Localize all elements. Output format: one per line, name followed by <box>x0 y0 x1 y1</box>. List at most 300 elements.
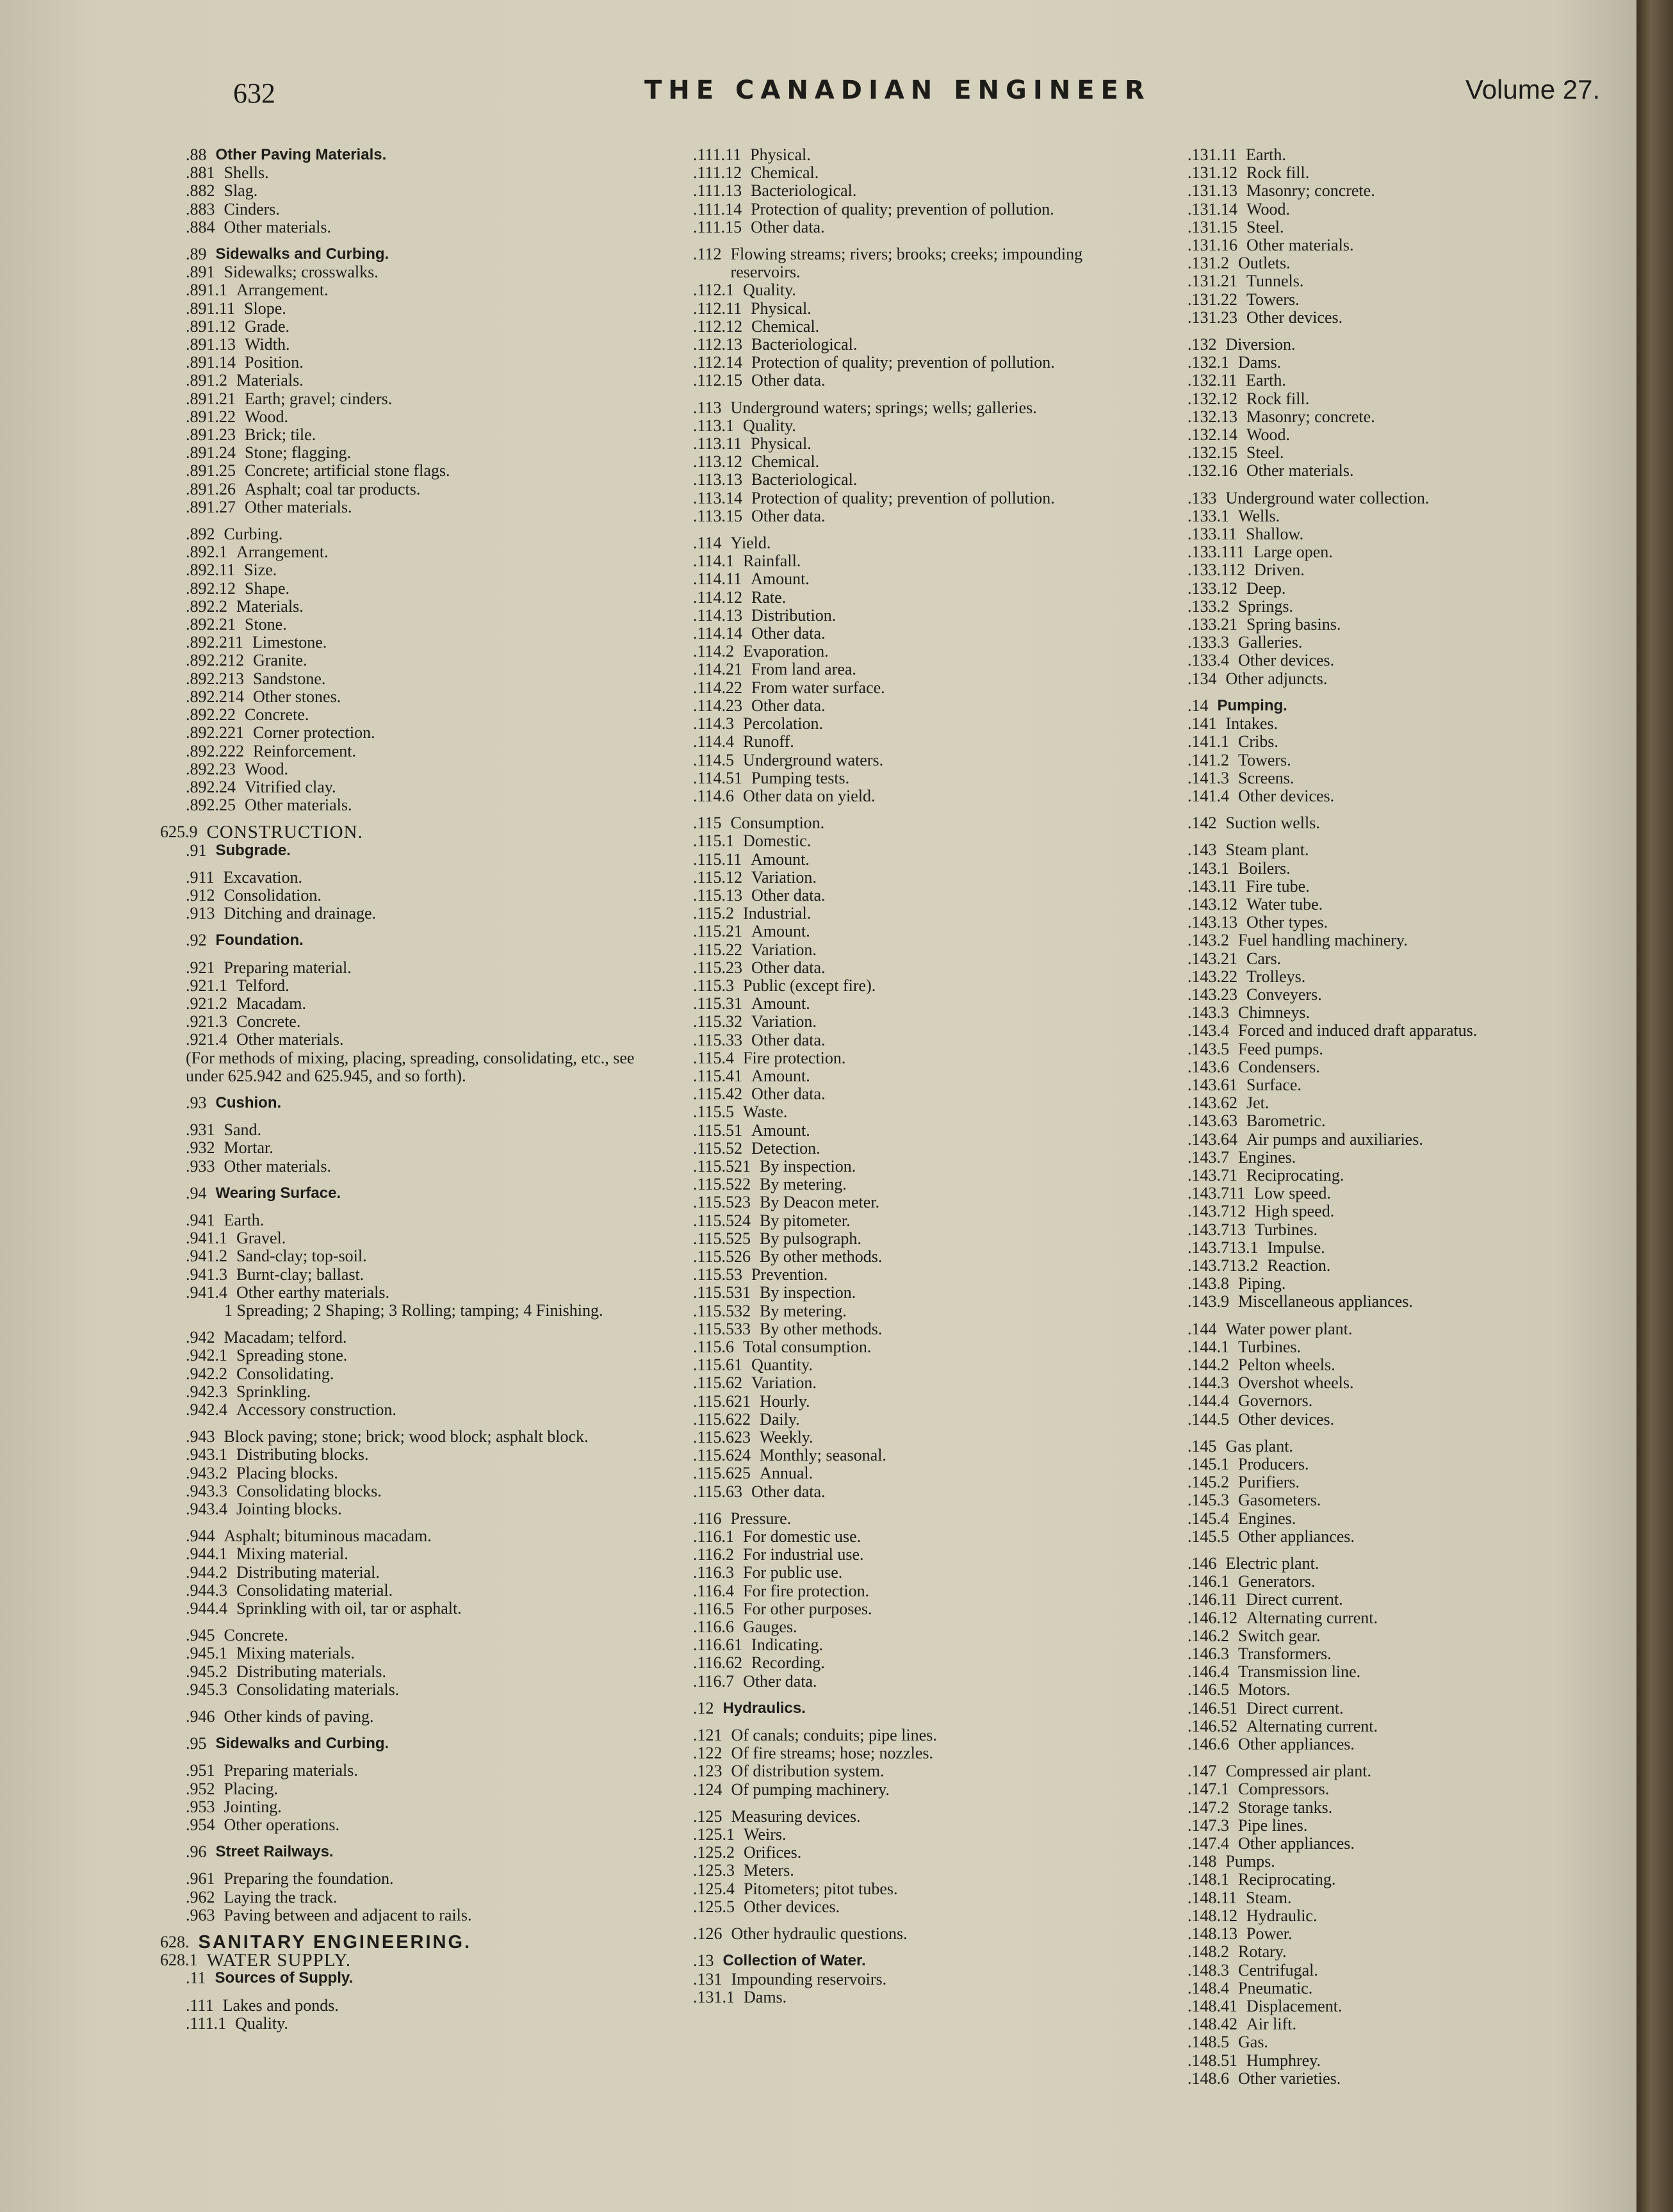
entry-label: Placing blocks. <box>236 1463 338 1482</box>
entry-code: .126 <box>693 1924 722 1944</box>
classification-entry <box>693 1898 1141 1916</box>
entry-code: .892.23 <box>186 759 236 778</box>
entry-label: Other devices. <box>1238 651 1335 670</box>
entry-code: .114 <box>693 534 722 553</box>
entry-label: Weirs. <box>744 1825 787 1844</box>
entry-label: Other types. <box>1246 913 1328 932</box>
entry-label: Other materials. <box>236 1030 344 1049</box>
entry-code: .892.12 <box>186 578 236 598</box>
entry-code: .143.712 <box>1187 1202 1246 1221</box>
entry-label: Other devices. <box>1238 1409 1335 1429</box>
classification-entry <box>1187 1058 1636 1076</box>
section-heading <box>186 1843 653 1861</box>
entry-code: .115.623 <box>693 1428 751 1447</box>
entry-code: .116.5 <box>693 1599 735 1618</box>
entry-label: Other data. <box>751 696 826 715</box>
entry-label: Other materials. <box>224 217 331 236</box>
classification-entry <box>1187 1907 1636 1925</box>
entry-label: Macadam. <box>236 994 307 1013</box>
entry-label: Public (except fire). <box>743 976 876 995</box>
entry-label: Towers. <box>1246 290 1300 309</box>
entry-code: .115.526 <box>693 1247 751 1266</box>
entry-label: Pressure. <box>730 1509 792 1528</box>
entry-label: Barometric. <box>1246 1111 1326 1131</box>
classification-entry <box>693 733 1141 751</box>
entry-label: Air lift. <box>1246 2015 1296 2034</box>
classification-entry <box>186 525 653 543</box>
entry-code: .114.23 <box>693 696 743 715</box>
classification-entry <box>1187 1239 1636 1257</box>
entry-code: .113.11 <box>693 434 742 454</box>
entry-label: Collection of Water. <box>722 1952 866 1970</box>
entry-label: Power. <box>1246 1924 1293 1944</box>
classification-entry <box>1187 814 1636 832</box>
section-heading <box>186 1094 653 1112</box>
entry-code: .114.13 <box>693 605 743 625</box>
classification-entry <box>186 1906 653 1924</box>
entry-label: Cinders. <box>224 199 280 218</box>
classification-entry <box>693 607 1141 625</box>
entry-label: Steel. <box>1246 443 1284 463</box>
classification-entry <box>693 281 1141 299</box>
entry-code: .941.1 <box>186 1229 227 1248</box>
entry-code: .892.211 <box>186 633 244 652</box>
classification-entry <box>1187 236 1636 254</box>
entry-code: .945.3 <box>186 1680 227 1699</box>
entry-label: Sprinkling. <box>236 1382 311 1401</box>
classification-entry <box>1187 616 1636 634</box>
entry-label: Amount. <box>751 849 810 869</box>
entry-label: Of pumping machinery. <box>731 1780 890 1799</box>
entry-label: Recording. <box>751 1653 825 1673</box>
entry-code: .148 <box>1187 1852 1217 1871</box>
classification-entry <box>1187 1780 1636 1798</box>
classification-entry <box>693 1762 1141 1780</box>
entry-label: Industrial. <box>743 904 812 923</box>
entry-label: Wood. <box>245 759 288 778</box>
entry-label: Slag. <box>224 181 258 201</box>
entry-code: .148.6 <box>1187 2069 1229 2088</box>
entry-code: .112.14 <box>693 353 743 372</box>
classification-entry <box>1187 272 1636 290</box>
entry-code: .146.5 <box>1187 1680 1229 1700</box>
entry-label: Quality. <box>743 416 796 435</box>
entry-code: .115.625 <box>693 1464 751 1483</box>
entry-code: .114.4 <box>693 732 735 751</box>
entry-label: Other kinds of paving. <box>224 1707 374 1726</box>
classification-entry <box>693 471 1141 489</box>
entry-code: .891 <box>186 263 215 282</box>
entry-label: Gravel. <box>236 1229 286 1248</box>
entry-code: .114.22 <box>693 678 743 697</box>
entry-label: Weekly. <box>760 1428 813 1447</box>
classification-entry <box>693 1411 1141 1429</box>
classification-entry <box>693 1636 1141 1654</box>
entry-code: .131.16 <box>1187 236 1237 255</box>
classification-entry <box>693 1338 1141 1356</box>
entry-label: Other data. <box>751 624 826 643</box>
entry-code: .145.4 <box>1187 1509 1229 1528</box>
classification-entry <box>693 832 1141 850</box>
classification-entry <box>186 742 653 760</box>
classification-entry <box>1187 1338 1636 1356</box>
entry-label: Slope. <box>244 299 286 318</box>
entry-label: Boilers. <box>1238 858 1291 878</box>
entry-code: .946 <box>186 1707 215 1726</box>
entry-label: Cribs. <box>1238 732 1278 751</box>
entry-code: .141.2 <box>1187 750 1229 769</box>
entry-code: .115.12 <box>693 867 743 887</box>
entry-label: Gas. <box>1238 2033 1268 2052</box>
entry-code: .941.4 <box>186 1282 227 1302</box>
classification-entry <box>1187 1962 1636 1979</box>
entry-label: Bacteriological. <box>751 470 858 489</box>
entry-code: .92 <box>186 931 207 950</box>
entry-label: Pumps. <box>1225 1852 1275 1871</box>
classification-entry <box>1187 651 1636 669</box>
classification-entry <box>186 1582 653 1600</box>
classification-entry <box>186 561 653 579</box>
entry-label: Macadam; telford. <box>224 1328 347 1347</box>
entry-label: Materials. <box>236 371 304 390</box>
entry-code: .115.1 <box>693 832 735 851</box>
entry-code: .111.15 <box>693 217 742 236</box>
entry-label: Masonry; concrete. <box>1246 181 1375 201</box>
classification-entry <box>186 1464 653 1482</box>
entry-code: .962 <box>186 1887 215 1906</box>
entry-code: .115.532 <box>693 1301 751 1320</box>
classification-entry <box>186 300 653 318</box>
classification-entry <box>693 887 1141 905</box>
entry-label: Stone. <box>245 615 287 634</box>
classification-entry <box>693 399 1141 417</box>
entry-code: .116.2 <box>693 1545 735 1564</box>
entry-code: .148.5 <box>1187 2033 1229 2052</box>
classification-entry <box>693 1618 1141 1636</box>
entry-label: Gasometers. <box>1238 1491 1321 1510</box>
classification-entry <box>186 2015 653 2033</box>
entry-code: .115.622 <box>693 1409 751 1429</box>
classification-entry <box>1187 182 1636 200</box>
classification-entry <box>1187 715 1636 733</box>
classification-entry <box>693 851 1141 869</box>
entry-label: Other appliances. <box>1238 1527 1355 1546</box>
classification-entry <box>693 1393 1141 1411</box>
entry-code: .115.21 <box>693 922 743 941</box>
entry-code: .943 <box>186 1427 215 1446</box>
entry-code: .115.523 <box>693 1193 751 1212</box>
classification-entry <box>1187 1555 1636 1573</box>
classification-entry <box>1187 1799 1636 1817</box>
entry-code: .145.2 <box>1187 1473 1229 1492</box>
entry-code: .115.23 <box>693 958 743 977</box>
classification-entry <box>693 453 1141 471</box>
entry-label: Wearing Surface. <box>215 1184 341 1202</box>
classification-entry <box>186 543 653 561</box>
entry-label: Rate. <box>751 587 787 607</box>
volume-label: Volume 27. <box>1465 74 1601 104</box>
entry-code: .143.3 <box>1187 1003 1229 1022</box>
entry-code: .111.11 <box>693 145 742 164</box>
entry-label: Consumption. <box>730 814 825 833</box>
classification-entry <box>693 1429 1141 1446</box>
classification-entry <box>693 1031 1141 1049</box>
entry-label: Other Paving Materials. <box>215 146 387 163</box>
entry-code: .115.2 <box>693 904 735 923</box>
entry-code: .114.12 <box>693 587 743 607</box>
entry-code: .933 <box>186 1156 215 1176</box>
classification-entry <box>186 1401 653 1419</box>
classification-entry <box>1187 1149 1636 1167</box>
classification-entry <box>693 1546 1141 1564</box>
entry-code: .891.27 <box>186 497 236 516</box>
classification-entry <box>186 1626 653 1644</box>
entry-label: Pumping tests. <box>751 768 850 787</box>
entry-label: Total consumption. <box>743 1338 872 1356</box>
entry-code: .943.2 <box>186 1463 227 1482</box>
entry-code: .942.4 <box>186 1400 227 1419</box>
classification-entry <box>1187 1356 1636 1374</box>
classification-entry <box>1187 408 1636 426</box>
entry-label: High speed. <box>1255 1202 1335 1221</box>
classification-entry <box>1187 462 1636 480</box>
classification-entry <box>693 354 1141 372</box>
classification-entry <box>186 1302 653 1320</box>
entry-label: By pitometer. <box>760 1211 851 1230</box>
entry-label: Stone; flagging. <box>245 443 352 463</box>
entry-label: Trolleys. <box>1246 967 1306 986</box>
classification-entry <box>186 651 653 669</box>
entry-label: Domestic. <box>743 832 812 851</box>
classification-entry <box>693 814 1141 832</box>
classification-entry <box>693 995 1141 1013</box>
classification-entry <box>186 462 653 480</box>
entry-code: .148.1 <box>1187 1870 1229 1889</box>
classification-entry <box>693 201 1141 218</box>
entry-code: .961 <box>186 1869 215 1888</box>
entry-code: .14 <box>1187 696 1209 715</box>
entry-label: CONSTRUCTION. <box>206 822 363 843</box>
entry-label: Jointing blocks. <box>236 1500 342 1519</box>
classification-entry <box>693 435 1141 453</box>
entry-label: Reciprocating. <box>1246 1165 1344 1184</box>
entry-label: Underground water collection. <box>1225 488 1430 507</box>
entry-code: .89 <box>186 245 207 264</box>
classification-entry <box>1187 354 1636 372</box>
entry-label: Distributing blocks. <box>236 1445 369 1464</box>
entry-label: Of canals; conduits; pipe lines. <box>731 1726 937 1745</box>
entry-label: Conveyers. <box>1246 985 1322 1004</box>
entry-label: Wood. <box>245 407 288 426</box>
entry-code: .143.62 <box>1187 1094 1237 1113</box>
entry-code: .892.214 <box>186 687 244 706</box>
classification-entry <box>1187 1681 1636 1699</box>
entry-code: .115.33 <box>693 1030 743 1049</box>
classification-entry <box>1187 1645 1636 1663</box>
classification-entry <box>1187 1871 1636 1888</box>
section-heading <box>186 931 653 949</box>
entry-label: Sources of Supply. <box>215 1969 354 1987</box>
classification-entry <box>693 1510 1141 1528</box>
classification-entry <box>186 1545 653 1563</box>
entry-label: Granite. <box>253 651 307 670</box>
classification-entry <box>1187 950 1636 968</box>
classification-entry <box>1187 525 1636 543</box>
entry-code: .91 <box>186 840 207 860</box>
entry-label: Quality. <box>743 281 796 300</box>
classification-entry <box>693 1582 1141 1600</box>
classification-entry <box>693 1826 1141 1844</box>
classification-entry <box>693 977 1141 995</box>
entry-code: .944.2 <box>186 1562 227 1582</box>
entry-code: .141 <box>1187 714 1217 733</box>
entry-label: Materials. <box>236 596 304 616</box>
classification-entry <box>1187 986 1636 1004</box>
entry-label: By Deacon meter. <box>760 1193 880 1212</box>
entry-code: .116.1 <box>693 1527 735 1546</box>
entry-label: Preparing material. <box>224 958 352 977</box>
entry-code: .147.1 <box>1187 1780 1229 1799</box>
entry-code: .944.1 <box>186 1544 227 1564</box>
entry-code: .144.5 <box>1187 1409 1229 1429</box>
classification-entry <box>1187 2033 1636 2051</box>
entry-code: .891.26 <box>186 479 236 498</box>
classification-entry <box>693 941 1141 959</box>
classification-entry <box>1187 896 1636 913</box>
classification-entry <box>186 905 653 922</box>
entry-code: .133.111 <box>1187 543 1245 562</box>
entry-code: .891.1 <box>186 281 227 300</box>
entry-code: .148.13 <box>1187 1924 1237 1944</box>
entry-code: .892.25 <box>186 796 236 815</box>
entry-label: Steel. <box>1246 217 1284 236</box>
entry-code: .93 <box>186 1093 207 1112</box>
classification-entry <box>186 706 653 724</box>
classification-entry <box>693 336 1141 354</box>
entry-code: .133.1 <box>1187 506 1229 525</box>
classification-entry <box>693 146 1141 164</box>
classification-entry <box>1187 1040 1636 1058</box>
classification-entry <box>186 887 653 905</box>
entry-label: Switch gear. <box>1238 1626 1321 1645</box>
entry-code: .891.24 <box>186 443 236 463</box>
entry-code: .892.1 <box>186 543 227 562</box>
entry-code: .13 <box>693 1951 714 1970</box>
classification-entry <box>1187 1889 1636 1907</box>
classification-entry <box>186 182 653 200</box>
classification-entry <box>186 1644 653 1662</box>
classification-entry <box>1187 1700 1636 1717</box>
entry-label: Spring basins. <box>1246 615 1341 634</box>
classification-entry <box>186 1997 653 2015</box>
entry-code: .111.13 <box>693 181 742 201</box>
entry-label: Concrete. <box>224 1626 288 1645</box>
entry-code: .116.61 <box>693 1635 743 1655</box>
classification-entry <box>186 480 653 498</box>
page-header <box>0 70 1636 115</box>
section-heading <box>186 1735 653 1753</box>
entry-code: .125.4 <box>693 1879 735 1898</box>
entry-label: Underground waters. <box>743 750 884 769</box>
entry-label: Engines. <box>1238 1509 1296 1528</box>
classification-entry <box>186 1121 653 1139</box>
entry-label: For other purposes. <box>743 1599 872 1618</box>
entry-code: .942 <box>186 1328 215 1347</box>
classification-entry <box>693 1880 1141 1898</box>
entry-code: .148.11 <box>1187 1888 1237 1907</box>
classification-entry <box>1187 1735 1636 1753</box>
entry-code: .95 <box>186 1734 207 1753</box>
entry-code: .125.5 <box>693 1897 735 1916</box>
classification-entry <box>186 1347 653 1364</box>
entry-label: Amount. <box>751 1120 810 1140</box>
entry-label: Consolidating blocks. <box>236 1481 382 1500</box>
entry-code: .133 <box>1187 488 1217 507</box>
entry-code: .944.3 <box>186 1580 227 1600</box>
entry-label: Springs. <box>1238 596 1293 616</box>
entry-code: .131.23 <box>1187 307 1237 327</box>
entry-label: Large open. <box>1253 543 1333 562</box>
entry-label: Daily. <box>760 1409 800 1429</box>
classification-entry <box>186 1816 653 1834</box>
entry-code: .131.11 <box>1187 145 1237 164</box>
entry-label: (For methods of mixing, placing, spreading, consolidating, etc., see under 625.942 and 625.945, and so forth). <box>186 1048 635 1085</box>
entry-label: Wood. <box>1246 199 1290 218</box>
classification-entry <box>693 489 1141 507</box>
entry-code: .943.1 <box>186 1445 227 1464</box>
classification-entry <box>1187 931 1636 949</box>
column-1 <box>160 145 653 2033</box>
entry-code: .114.51 <box>693 768 743 787</box>
classification-entry <box>1187 1094 1636 1112</box>
classification-entry <box>1187 733 1636 751</box>
classification-entry <box>1187 561 1636 579</box>
classification-entry <box>693 751 1141 769</box>
entry-code: .115.522 <box>693 1175 751 1194</box>
entry-code: .111.12 <box>693 163 742 183</box>
entry-label: Earth. <box>1246 145 1286 164</box>
classification-entry <box>160 823 653 841</box>
entry-label: Protection of quality; prevention of pollution. <box>751 353 1055 372</box>
classification-entry <box>186 977 653 995</box>
classification-entry <box>693 1464 1141 1482</box>
entry-label: SANITARY ENGINEERING. <box>198 1932 472 1953</box>
column-2 <box>693 146 1141 2006</box>
entry-code: .113.14 <box>693 488 743 507</box>
classification-entry <box>693 1013 1141 1031</box>
classification-entry <box>1187 291 1636 309</box>
entry-label: WATER SUPPLY. <box>206 1950 352 1971</box>
entry-label: Other data. <box>751 958 826 977</box>
entry-label: Other materials. <box>245 497 352 516</box>
entry-label: Protection of quality; prevention of pollution. <box>751 199 1054 218</box>
classification-entry <box>1187 1411 1636 1429</box>
entry-code: .125.2 <box>693 1843 735 1862</box>
classification-entry <box>1187 444 1636 462</box>
classification-entry <box>693 1284 1141 1302</box>
entry-label: Sidewalks and Curbing. <box>215 245 389 263</box>
entry-code: .12 <box>693 1698 714 1717</box>
classification-entry <box>186 1564 653 1582</box>
entry-label: Concrete; artificial stone flags. <box>245 461 450 480</box>
entry-code: .145 <box>1187 1436 1217 1455</box>
entry-label: Shells. <box>224 163 269 183</box>
classification-entry <box>1187 1528 1636 1546</box>
classification-entry <box>186 1780 653 1798</box>
entry-code: .116.3 <box>693 1563 735 1582</box>
classification-entry <box>1187 1004 1636 1022</box>
entry-code: 625.9 <box>160 823 198 842</box>
